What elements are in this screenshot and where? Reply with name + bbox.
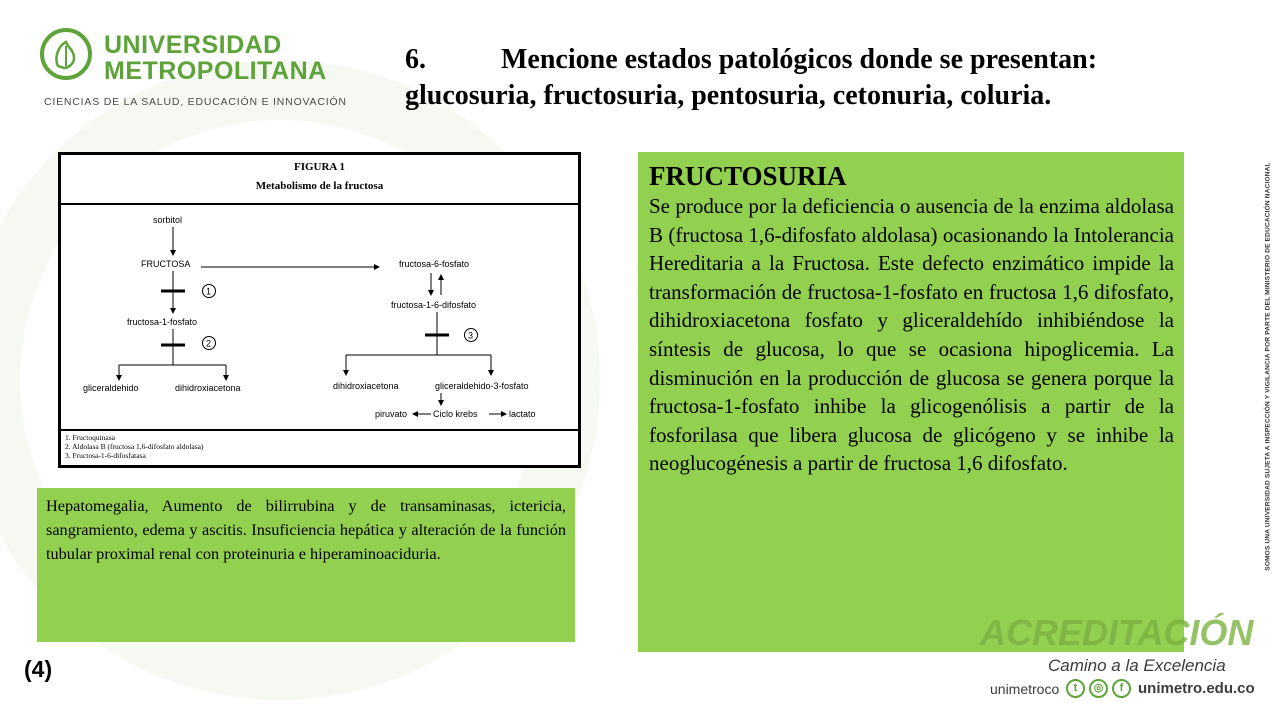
label-gliceraldehido-3-fosfato: gliceraldehido-3-fosfato — [435, 381, 529, 391]
website-link[interactable]: unimetro.edu.co — [1138, 680, 1255, 697]
fructosuria-title: FRUCTOSURIA — [649, 161, 847, 191]
accreditation-word: ACREDITACIÓN — [980, 612, 1254, 653]
label-fructosa: FRUCTOSA — [141, 259, 191, 269]
accreditation-tagline: Camino a la Excelencia — [1048, 656, 1226, 675]
figure-legend — [61, 429, 578, 465]
symptoms-box: Hepatomegalia, Aumento de bilirrubina y de transaminasas, ictericia, sangramiento, edema y ascitis. Insuficiencia hepática y alteración de la función tubular proximal renal con proteinuria e hiperaminoaciduria. — [37, 488, 575, 642]
figure-diagram — [61, 205, 578, 429]
label-fructosa-6-fosfato: fructosa-6-fosfato — [399, 259, 470, 269]
twitter-icon[interactable]: t — [1066, 679, 1085, 698]
logo-line-1: UNIVERSIDAD — [104, 31, 282, 59]
legend-item-2: 2. Aldolasa B (fructosa 1,6-difosfato aldolasa) — [65, 442, 204, 451]
figure-title: FIGURA 1 — [293, 161, 346, 173]
label-sorbitol: sorbitol — [153, 215, 183, 225]
logo-line-2: METROPOLITANA — [104, 57, 327, 85]
label-step-3: 3 — [468, 330, 474, 341]
label-step-1: 1 — [206, 286, 212, 297]
question-number: 6. — [405, 44, 426, 75]
brand-handle: unimetroco — [990, 681, 1060, 697]
facebook-icon[interactable]: f — [1112, 679, 1131, 698]
label-dihidroxiacetona-right: dihidroxiacetona — [333, 381, 399, 391]
label-fructosa-1-6-difosfato: fructosa-1-6-difosfato — [391, 300, 477, 310]
question-heading — [405, 42, 1205, 114]
logo-tagline: CIENCIAS DE LA SALUD, EDUCACIÓN E INNOVACIÓN — [44, 96, 347, 108]
figure-subtitle: Metabolismo de la fructosa — [255, 180, 384, 192]
label-gliceraldehido: gliceraldehido — [83, 383, 139, 393]
label-fructosa-1-fosfato: fructosa-1-fosfato — [127, 317, 198, 327]
logo-emblem-icon — [40, 28, 92, 80]
vertical-notice-text: SOMOS UNA UNIVERSIDAD SUJETA A INSPECCIÓN Y VIGILANCIA POR PARTE DEL MINISTERIO DE EDUCACIÓN NACIONAL — [1264, 162, 1272, 571]
label-piruvato: piruvato — [375, 409, 408, 419]
fructosuria-text: Se produce por la deficiencia o ausencia de la enzima aldolasa B (fructosa 1,6-difosfato aldolasa) ocasionando la Intolerancia Hereditaria a la Fructosa. Este defecto enzimático impide la transformación de fructosa-1-fosfato en fructosa 1,6 difosfato, dihidroxiacetona fosfato y gliceraldehído inhibiéndose la síntesis de glucosa, lo que se ocasiona hipoglicemia. La disminución en la producción de glucosa se genera porque la fructosa-1-fosfato inhibe la glicogenólisis a partir de la fosforilasa que libera glucosa de glicógeno y se inhibe la neoglucogénesis a partir de fructosa 1,6 difosfato. — [649, 194, 1174, 476]
legend-item-3: 3. Fructosa-1-6-difosfatasa — [65, 451, 146, 460]
fructosuria-box — [638, 152, 1184, 652]
question-line-2: glucosuria, fructosuria, pentosuria, cetonuria, coluria. — [405, 80, 1052, 111]
figure-reference: (4) — [24, 656, 53, 682]
fructose-metabolism-figure — [58, 152, 581, 468]
instagram-icon[interactable]: ◎ — [1089, 679, 1108, 698]
label-ciclo-krebs: Ciclo krebs — [433, 409, 478, 419]
label-step-2: 2 — [206, 338, 212, 349]
label-lactato: lactato — [509, 409, 536, 419]
figure-header — [61, 155, 578, 205]
question-line-1: Mencione estados patológicos donde se presentan: — [501, 44, 1098, 75]
university-logo — [40, 28, 347, 114]
legend-item-1: 1. Fructoquinasa — [65, 433, 115, 442]
label-dihidroxiacetona-left: dihidroxiacetona — [175, 383, 241, 393]
